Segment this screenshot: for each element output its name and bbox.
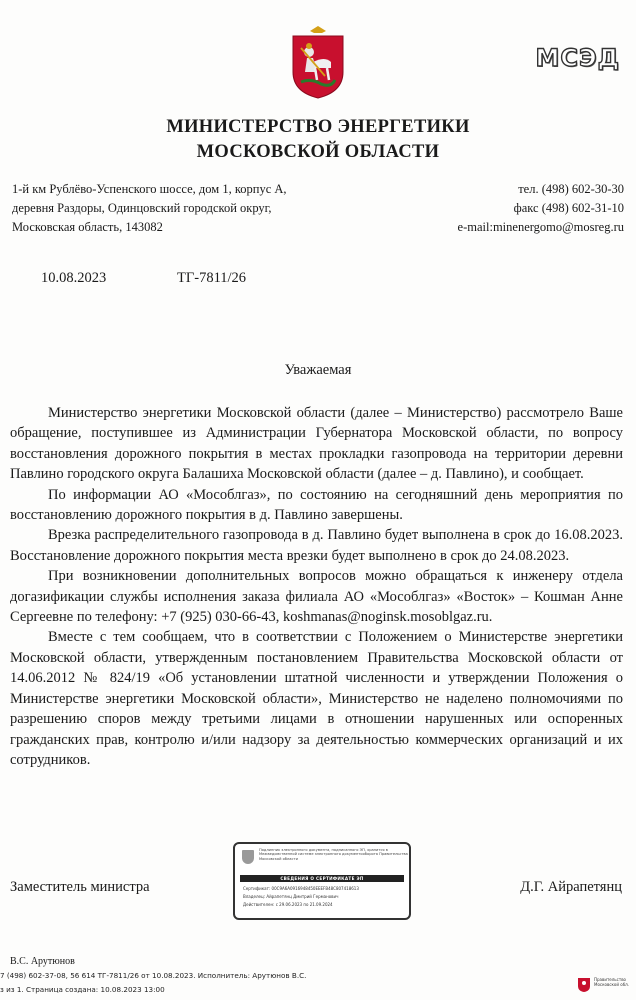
letter-body bbox=[10, 403, 623, 770]
address-line1: 1-й км Рублёво-Успенского шоссе, дом 1, корпус А, bbox=[12, 182, 287, 196]
paragraph: По информации АО «Мособлгаз», по состоянию на сегодняшний день мероприятия по восстановлению дорожного покрытия в д. Павлино завершены. bbox=[10, 486, 623, 524]
paragraph: Вместе с тем сообщаем, что в соответствии с Положением о Министерстве энергетики Московской области, утвержденным постановлением Правительства Московской области от 14.06.2012 № 824/19 «Об установлении штатной численности и утверждении Положения о Министерстве энергетики Московской области», Министерство не наделено полномочиями по разрешению споров между третьими лицами в отношении нарушенных или оспоренных гражданских прав, контролю и/или надзору за деятельностью коммерческих организаций и их сотрудников. bbox=[10, 629, 623, 768]
stamp-note: Подлинник электронного документа, подписанного ЭП, хранится в Межведомственной системе электронного документооборота Правительства Московской области bbox=[259, 848, 408, 861]
address-block bbox=[12, 180, 287, 237]
e-signature-stamp bbox=[233, 842, 411, 920]
document-number: ТГ-7811/26 bbox=[177, 270, 247, 286]
ministry-title bbox=[0, 115, 636, 165]
paragraph: Министерство энергетики Московской области (далее – Министерство) рассмотрело Ваше обращение, поступившее из Администрации Губернатора Московской области, по вопросу восстановления дорожного покрытия в местах прокладки газопровода на территории деревни Павлино городского округа Балашиха Московской области (далее – д. Павлино), и сообщает. bbox=[10, 405, 623, 483]
gov-label: Правительство Московской обл. bbox=[594, 977, 629, 987]
document-date: 10.08.2023 bbox=[41, 270, 107, 286]
signatory-title: Заместитель министра bbox=[10, 879, 150, 895]
msed-logo: МСЭД bbox=[535, 44, 620, 72]
signatory-name: Д.Г. Айрапетянц bbox=[520, 879, 622, 895]
executor-name: В.С. Арутюнов bbox=[10, 956, 75, 967]
contacts-block bbox=[458, 180, 624, 237]
address-line2: деревня Раздоры, Одинцовский городской округ, bbox=[12, 201, 272, 215]
stamp-validity: Действителен: с 29.06.2023 по 21.09.2024 bbox=[243, 902, 333, 907]
phone: тел. (498) 602-30-30 bbox=[518, 182, 624, 196]
footer-line1: 7 (498) 602-37-08, 56 614 ТГ-7811/26 от 10.08.2023. Исполнитель: Арутюнов В.С. bbox=[0, 971, 307, 980]
stamp-details bbox=[243, 885, 359, 909]
stamp-header: СВЕДЕНИЯ О СЕРТИФИКАТЕ ЭП bbox=[240, 875, 404, 882]
stamp-owner: Владелец: Айрапетянц Дмитрий Германович bbox=[243, 894, 339, 899]
stamp-certificate: Сертификат: 00C9A6A0916948450EEEFB48C807418613 bbox=[243, 886, 359, 891]
paragraph: Врезка распределительного газопровода в д. Павлино будет выполнена в срок до 16.08.2023. Восстановление дорожного покрытия места врезки будет выполнено в срок до 24.08.2023. bbox=[10, 527, 623, 564]
address-line3: Московская область, 143082 bbox=[12, 220, 163, 234]
stamp-emblem-icon bbox=[242, 850, 254, 864]
ministry-title-line1: МИНИСТЕРСТВО ЭНЕРГЕТИКИ bbox=[166, 117, 470, 137]
email: e-mail:minenergomo@mosreg.ru bbox=[457, 220, 624, 234]
greeting: Уважаемая bbox=[284, 362, 352, 378]
paragraph: При возникновении дополнительных вопросов можно обращаться к инженеру отдела догазификации службы исполнения заказа филиала АО «Мособлгаз» «Восток» – Кошман Анне Сергеевне по телефону: +7 (925) 030-66-43, koshmanas@noginsk.mosoblgaz.ru. bbox=[10, 568, 623, 626]
coat-of-arms-icon bbox=[287, 22, 349, 100]
ministry-title-line2: МОСКОВСКОЙ ОБЛАСТИ bbox=[196, 142, 440, 162]
footer-line2: з из 1. Страница создана: 10.08.2023 13:00 bbox=[0, 985, 165, 994]
fax: факс (498) 602-31-10 bbox=[513, 201, 624, 215]
mo-government-logo-icon bbox=[577, 976, 591, 993]
